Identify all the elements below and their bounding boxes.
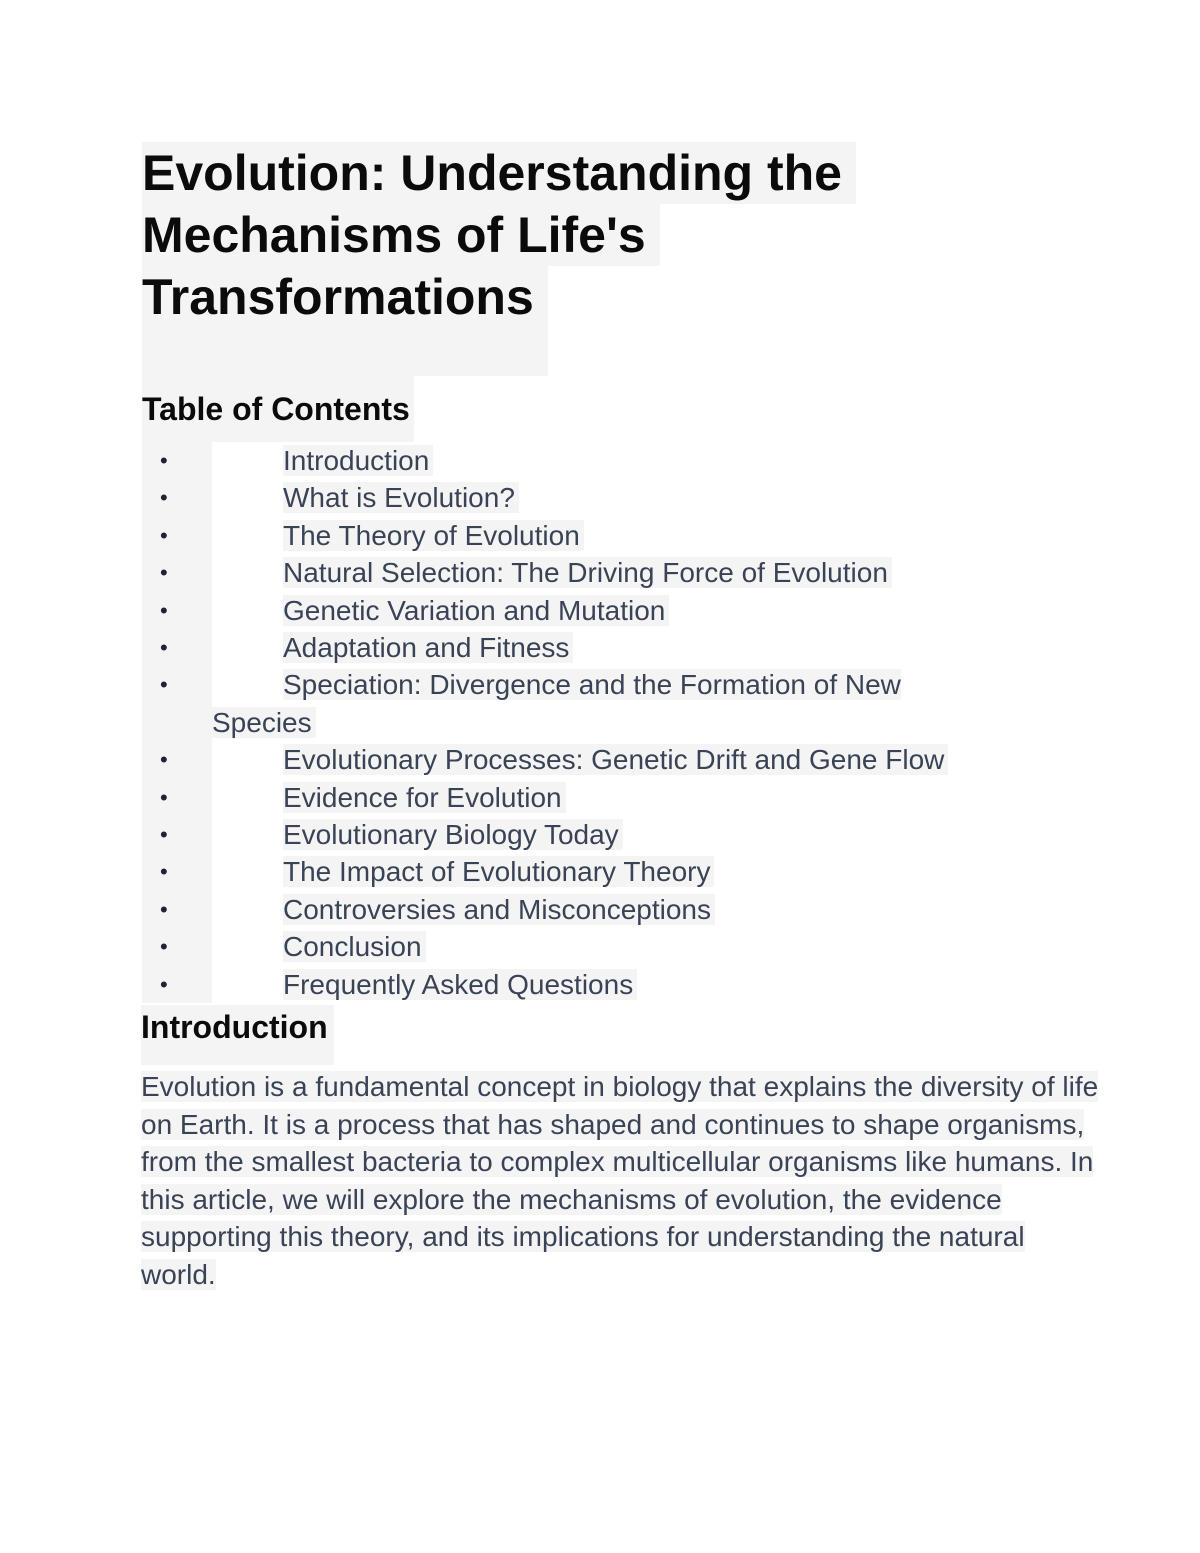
bullet-icon: • <box>160 635 168 661</box>
toc-item-label: Adaptation and Fitness <box>283 632 573 663</box>
bullet-cell <box>142 517 212 554</box>
introduction-heading: Introduction <box>141 1005 334 1065</box>
bullet-icon: • <box>160 448 168 473</box>
bullet-cell <box>142 479 212 516</box>
toc-item-label: Frequently Asked Questions <box>283 969 637 1000</box>
toc-item-evidence[interactable] <box>142 779 1042 816</box>
bullet-icon: • <box>160 784 168 810</box>
bullet-icon: • <box>160 822 168 848</box>
toc-item-evolutionary-processes[interactable] <box>142 741 1042 778</box>
bullet-cell <box>142 966 212 1003</box>
toc-item-label: The Theory of Evolution <box>283 520 584 551</box>
bullet-cell <box>142 592 212 629</box>
bullet-cell <box>142 554 212 591</box>
toc-item-label: Natural Selection: The Driving Force of Evolution <box>283 557 892 588</box>
toc-item-label: Speciation: Divergence and the Formation of New Species <box>212 669 901 738</box>
toc-item-label: Controversies and Misconceptions <box>283 894 715 925</box>
title-line: Evolution: Understanding the <box>142 142 856 204</box>
introduction-text: Evolution is a fundamental concept in biology that explains the diversity of life on Earth. It is a process that has shaped and continues to shape organisms, from the smallest bacteria to complex multicellular organisms like humans. In this article, we will explore the mechanisms of evolution, the evidence supporting this theory, and its implications for understanding the natural world. <box>141 1071 1099 1290</box>
bullet-cell <box>142 629 212 666</box>
bullet-icon: • <box>160 971 168 997</box>
toc-item-label: Evolutionary Processes: Genetic Drift and Gene Flow <box>283 744 948 775</box>
title-line: Mechanisms of Life's <box>142 204 660 266</box>
toc-item-theory-of-evolution[interactable] <box>142 517 1042 554</box>
bullet-cell <box>142 666 212 741</box>
toc-item-label: What is Evolution? <box>283 482 519 513</box>
toc-heading: Table of Contents <box>142 376 414 442</box>
toc-item-impact[interactable] <box>142 853 1042 890</box>
bullet-cell <box>142 816 212 853</box>
bullet-icon: • <box>160 485 168 511</box>
bullet-icon: • <box>160 560 168 586</box>
document-title <box>142 142 856 376</box>
bullet-cell <box>142 853 212 890</box>
toc-item-speciation[interactable] <box>142 666 1042 741</box>
bullet-icon: • <box>160 522 168 548</box>
toc-item-introduction[interactable] <box>142 442 1042 479</box>
toc-item-controversies[interactable] <box>142 891 1042 928</box>
introduction-paragraph <box>141 1068 1101 1293</box>
toc-item-label: Evidence for Evolution <box>283 782 566 813</box>
toc-item-label: Introduction <box>283 445 433 476</box>
bullet-cell <box>142 891 212 928</box>
bullet-icon: • <box>160 896 168 922</box>
bullet-icon: • <box>160 747 168 773</box>
bullet-cell <box>142 779 212 816</box>
toc-item-faq[interactable] <box>142 966 1042 1003</box>
toc-item-conclusion[interactable] <box>142 928 1042 965</box>
bullet-icon: • <box>160 934 168 960</box>
bullet-icon: • <box>160 859 168 885</box>
bullet-cell <box>142 741 212 778</box>
toc-item-what-is-evolution[interactable] <box>142 479 1042 516</box>
toc-item-genetic-variation[interactable] <box>142 592 1042 629</box>
toc-item-label: Genetic Variation and Mutation <box>283 595 669 626</box>
bullet-icon: • <box>160 597 168 623</box>
toc-item-label: Conclusion <box>283 931 426 962</box>
toc-item-natural-selection[interactable] <box>142 554 1042 591</box>
title-line: Transformations <box>142 266 548 376</box>
table-of-contents <box>142 442 1042 1003</box>
bullet-cell <box>142 442 212 479</box>
toc-item-label: Evolutionary Biology Today <box>283 819 623 850</box>
toc-item-adaptation-fitness[interactable] <box>142 629 1042 666</box>
toc-item-label: The Impact of Evolutionary Theory <box>283 856 714 887</box>
bullet-cell <box>142 928 212 965</box>
bullet-icon: • <box>160 672 168 698</box>
toc-item-biology-today[interactable] <box>142 816 1042 853</box>
